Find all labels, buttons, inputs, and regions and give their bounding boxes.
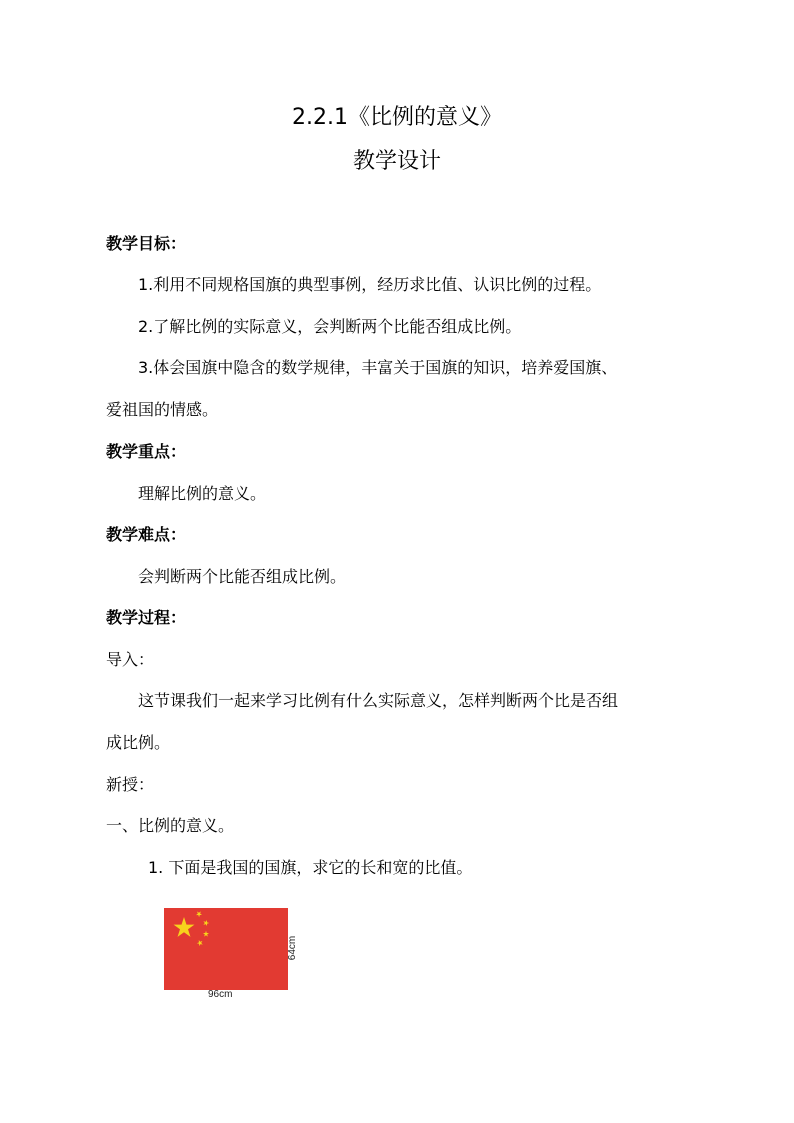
flag-height-label: 64cm	[287, 935, 299, 961]
intro-text: 这节课我们一起来学习比例有什么实际意义，怎样判断两个比是否组	[138, 691, 619, 710]
document-title: 2.2.1《比例的意义》	[292, 105, 502, 130]
document-subtitle: 教学设计	[352, 149, 441, 174]
key-point-heading: 教学重点：	[106, 442, 187, 461]
intro-label: 导入：	[106, 650, 155, 669]
new-lesson-label: 新授：	[106, 775, 155, 794]
section-heading: 一、比例的意义。	[106, 816, 235, 835]
flag-field	[164, 908, 288, 990]
step-text: 1. 下面是我国的国旗，求它的长和宽的比值。	[148, 858, 473, 877]
key-point-text: 理解比例的意义。	[138, 484, 267, 503]
objectives-heading: 教学目标：	[106, 234, 187, 253]
process-heading: 教学过程：	[106, 608, 187, 627]
flag-width-label: 96cm	[208, 989, 233, 1000]
objective-item: 2.了解比例的实际意义，会判断两个比能否组成比例。	[138, 317, 522, 336]
flag-figure	[160, 902, 320, 1012]
intro-text-continued: 成比例。	[106, 733, 171, 752]
difficulty-heading: 教学难点：	[106, 525, 187, 544]
objective-item: 3.体会国旗中隐含的数学规律，丰富关于国旗的知识，培养爱国旗、	[138, 358, 618, 377]
difficulty-text: 会判断两个比能否组成比例。	[138, 567, 347, 586]
objective-item: 1.利用不同规格国旗的典型事例，经历求比值、认识比例的过程。	[138, 275, 602, 294]
objective-item-continued: 爱祖国的情感。	[106, 400, 219, 419]
